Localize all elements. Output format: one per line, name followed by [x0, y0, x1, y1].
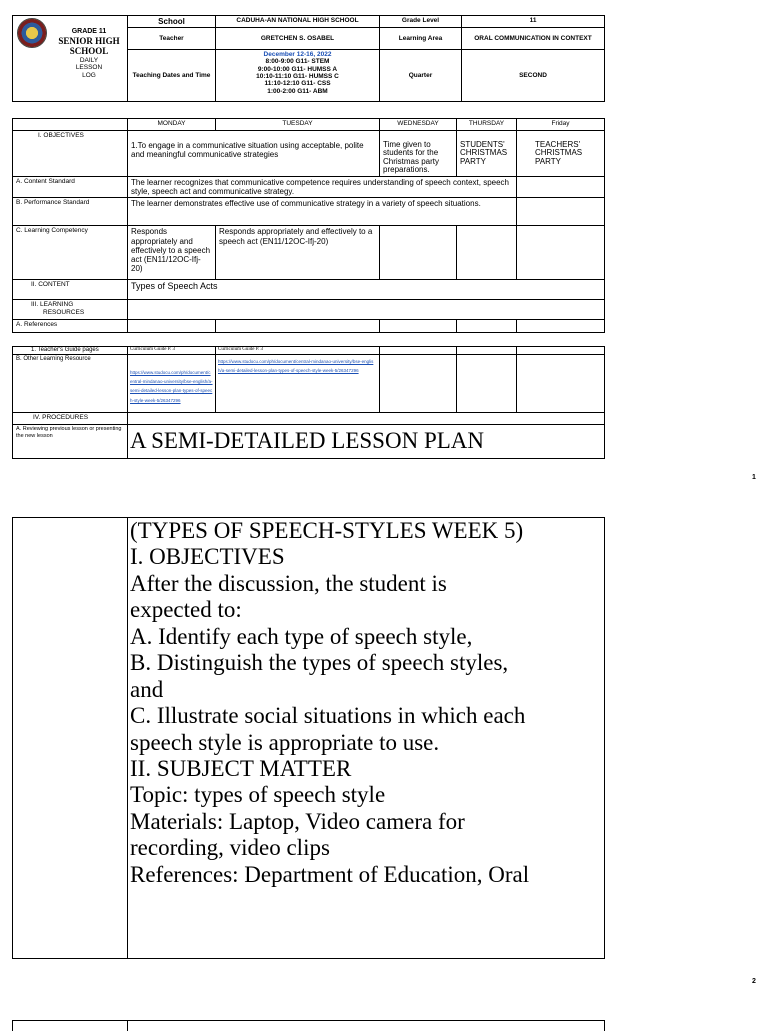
other-resource-friday [517, 355, 605, 413]
grade-level-label: Grade Level [380, 16, 462, 28]
resources-label-1: III. LEARNING [31, 301, 74, 309]
header-table [12, 15, 605, 102]
tg-wednesday [380, 347, 457, 355]
school-value: CADUHA-AN NATIONAL HIGH SCHOOL [216, 16, 380, 28]
content-label: II. CONTENT [13, 280, 128, 300]
page3-table-top [12, 1020, 605, 1031]
lesson-plan-title: A SEMI-DETAILED LESSON PLAN [128, 425, 605, 459]
blank-header-cell [13, 119, 128, 131]
lesson-plan-table [12, 517, 605, 959]
shs-line2: SCHOOL [69, 46, 109, 57]
lesson-line: References: Department of Education, Oral [130, 861, 530, 887]
school-label: School [128, 16, 216, 28]
objectives-text: 1.To engage in a communicative situation using acceptable, polite and meaningful communicative strategies [128, 131, 380, 177]
lesson-line: Topic: types of speech style [130, 782, 386, 808]
shs-line1: SENIOR HIGH [58, 36, 120, 47]
grade-level-value: 11 [462, 16, 605, 28]
day-header-monday: MONDAY [128, 119, 216, 131]
friday-text: TEACHERS' CHRISTMAS PARTY [517, 131, 605, 177]
dll-line2: LESSON [75, 64, 103, 72]
competency-wednesday [380, 226, 457, 280]
content-standard-label: A. Content Standard [13, 177, 128, 198]
competency-monday: Responds appropriately and effectively to a speech act (EN11/12OC-Ifj-20) [128, 226, 216, 280]
content-text: Types of Speech Acts [128, 280, 605, 300]
dates-label: Teaching Dates and Time [128, 50, 216, 102]
lesson-line: Materials: Laptop, Video camera for [130, 808, 465, 834]
grade-title: GRADE 11 [71, 28, 107, 35]
page-number: 2 [752, 978, 756, 985]
lesson-line: and [130, 676, 164, 702]
dll-table [12, 118, 605, 333]
lesson-line: I. OBJECTIVES [130, 544, 285, 570]
performance-standard-text: The learner demonstrates effective use of communicative strategy in a variety of speech situations. [128, 198, 517, 226]
day-header-tuesday: TUESDAY [216, 119, 380, 131]
lesson-line: expected to: [130, 597, 242, 623]
lesson-plan-left-cell [13, 518, 128, 959]
objectives-label: I. OBJECTIVES [13, 131, 128, 177]
time-slot: 11:10-12:10 G11- CSS [264, 80, 331, 88]
resources-cell [128, 300, 605, 320]
school-branding-cell [13, 16, 128, 102]
time-slot: 8:00-9:00 G11- STEM [265, 58, 330, 66]
lesson-line: (TYPES OF SPEECH-STYLES WEEK 5) [130, 518, 524, 543]
teacher-value: GRETCHEN S. OSABEL [216, 28, 380, 50]
dates-value: December 12-16, 2022 [263, 51, 332, 59]
lesson-line: II. SUBJECT MATTER [130, 755, 352, 781]
deped-seal-icon [17, 18, 47, 48]
other-resource-thursday [457, 355, 517, 413]
day-header-thursday: THURSDAY [457, 119, 517, 131]
competency-tuesday: Responds appropriately and effectively to a speech act (EN11/12OC-Ifj-20) [216, 226, 380, 280]
content-standard-text: The learner recognizes that communicative competence requires understanding of speech context, speech style, speech act and communicative strategy. [128, 177, 517, 198]
time-slot: 10:10-11:10 G11- HUMSS C [256, 72, 339, 80]
competency-thursday [457, 226, 517, 280]
content-standard-friday [517, 177, 605, 198]
lesson-line: A. Identify each type of speech style, [130, 623, 473, 649]
dll-table-continued [12, 346, 605, 459]
quarter-value: SECOND [462, 50, 605, 102]
day-header-friday: Friday [517, 119, 605, 131]
wednesday-text: Time given to students for the Christmas party preparations. [380, 131, 457, 177]
tg-friday [517, 347, 605, 355]
other-resource-monday-cell [128, 355, 216, 413]
lesson-line: speech style is appropriate to use. [130, 729, 440, 755]
tg-tuesday: Curriculum Guide P. 3 [216, 347, 380, 355]
lesson-line: recording, video clips [130, 835, 330, 861]
time-slot: 1:00-2:00 G11- ABM [267, 87, 328, 95]
performance-standard-label: B. Performance Standard [13, 198, 128, 226]
other-resource-monday-link[interactable]: https://www.studocu.com/ph/document/central-mindanao-university/bse-english/a-semi-detailed-lesson-plan-types-of-speech-style-week-5/26347296 [130, 370, 213, 403]
dll-line3: LOG [82, 71, 96, 79]
other-resource-label: B. Other Learning Resource [13, 355, 128, 413]
tg-monday: Curriculum Guide P. 3 [128, 347, 216, 355]
quarter-label: Quarter [380, 50, 462, 102]
reviewing-label: A. Reviewing previous lesson or presenting the new lesson [13, 425, 128, 459]
competency-label: C. Learning Competency [13, 226, 128, 280]
page-number: 1 [752, 474, 756, 481]
references-monday [128, 320, 216, 333]
dates-cell [216, 50, 380, 102]
dll-line1: DAILY [79, 56, 99, 64]
day-header-wednesday: WEDNESDAY [380, 119, 457, 131]
tg-label: 1. Teacher's Guide pages [13, 347, 128, 355]
lesson-line: C. Illustrate social situations in which each [130, 703, 526, 729]
references-label: A. References [13, 320, 128, 333]
learning-area-label: Learning Area [380, 28, 462, 50]
teacher-label: Teacher [128, 28, 216, 50]
references-thursday [457, 320, 517, 333]
tg-thursday [457, 347, 517, 355]
learning-area-value: ORAL COMMUNICATION IN CONTEXT [462, 28, 605, 50]
lesson-line: After the discussion, the student is [130, 570, 447, 596]
references-tuesday [216, 320, 380, 333]
resources-label [13, 300, 128, 320]
procedures-cell [128, 413, 605, 425]
procedures-label: IV. PROCEDURES [13, 413, 128, 425]
performance-standard-friday [517, 198, 605, 226]
competency-friday [517, 226, 605, 280]
other-resource-tuesday-link[interactable]: https://www.studocu.com/ph/document/central-mindanao-university/bse-english/a-semi-detailed-lesson-plan-types-of-speech-style-week-5/26347296 [218, 359, 374, 374]
other-resource-wednesday [380, 355, 457, 413]
thursday-text: STUDENTS' CHRISTMAS PARTY [457, 131, 517, 177]
other-resource-tuesday-cell [216, 355, 380, 413]
lesson-line: B. Distinguish the types of speech styles, [130, 650, 509, 676]
lesson-plan-body [128, 518, 605, 959]
references-wednesday [380, 320, 457, 333]
resources-label-2: RESOURCES [43, 308, 85, 316]
time-slot: 9:00-10:00 G11- HUMSS A [257, 65, 338, 73]
references-friday [517, 320, 605, 333]
